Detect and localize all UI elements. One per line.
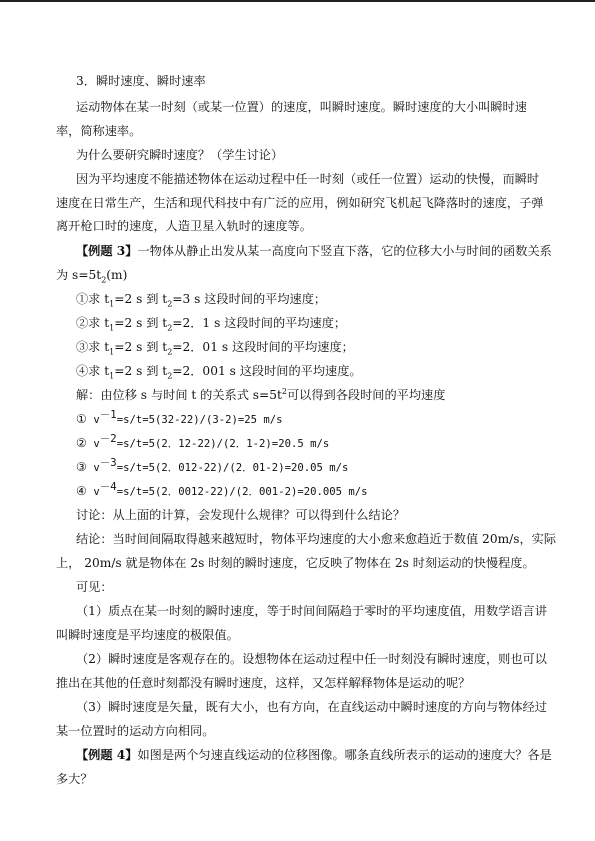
reason-line: 离开枪口时的速度，人造卫星入轨时的速度等。 xyxy=(56,219,312,233)
example4-prompt xyxy=(76,748,552,762)
point-line: （2）瞬时速度是客观存在的。设想物体在运动过程中任一时刻没有瞬时速度，则也可以 xyxy=(76,652,547,666)
seen-label: 可见： xyxy=(76,580,113,594)
solution-line: ③ $v^{-3}=s/t=5(2$．012-22)/(2．01-2)=20.05 m/s xyxy=(76,456,349,474)
example3-tag: 【例题 3】 xyxy=(76,244,138,258)
solution-intro: 解：由位移 s 与时间 t 的关系式 $s=5t^2$可以得到各段时间的平均速度 xyxy=(76,386,446,402)
section-heading: 3．瞬时速度、瞬时速率 xyxy=(76,74,206,88)
example4-text: 如图是两个匀速直线运动的位移图像。哪条直线所表示的运动的速度大？各是 xyxy=(137,748,552,762)
solution-line: ② $v^{-2}=s/t=5(2$．12-22)/(2．1-2)=20.5 m/s xyxy=(76,432,330,450)
reason-line: 因为平均速度不能描述物体在运动过程中任一时刻（或任一位置）运动的快慢，而瞬时 xyxy=(76,172,540,186)
example3-formula: 为 $s=5t_2(m)$ xyxy=(56,268,128,285)
point-line: （1）质点在某一时刻的瞬时速度，等于时间间隔趋于零时的平均速度值，用数学语言讲 xyxy=(76,604,547,618)
conclusion-line: 上， 20m/s 就是物体在 2s 时刻的瞬时速度，它反映了物体在 2s 时刻运动的快慢程度。 xyxy=(56,556,535,570)
definition-line: 运动物体在某一时刻（或某一位置）的速度，叫瞬时速度。瞬时速度的大小叫瞬时速 xyxy=(76,100,527,114)
example3-text: 一物体从静止出发从某一高度向下竖直下落，它的位移大小与时间的函数关系 xyxy=(137,244,552,258)
point-line: 某一位置时的运动方向相同。 xyxy=(56,724,215,738)
reason-line: 速度在日常生产，生活和现代科技中有广泛的应用，例如研究飞机起飞降落时的速度，子弹 xyxy=(56,196,544,210)
example3-item: ①求 $t_1=2$ s 到 $t_2=3$ s 这段时间的平均速度； xyxy=(76,292,327,309)
conclusion-line: 结论：当时间间隔取得越来越短时，物体平均速度的大小愈来愈趋近于数值 20m/s，实际 xyxy=(76,532,557,546)
example3-item: ③求 $t_1=2$ s 到 $t_2=2$．01 s 这段时间的平均速度； xyxy=(76,340,354,357)
discussion-line: 讨论：从上面的计算，会发现什么规律？可以得到什么结论？ xyxy=(76,508,406,522)
point-line: 叫瞬时速度是平均速度的极限值。 xyxy=(56,628,239,642)
example4-line: 多大？ xyxy=(56,772,93,786)
solution-line: ① $v^{-1}=s/t=5(32-22)/(3-2)=25$ m/s xyxy=(76,408,283,426)
example4-tag: 【例题 4】 xyxy=(76,748,138,762)
point-line: 推出在其他的任意时刻都没有瞬时速度，这样，又怎样解释物体是运动的呢？ xyxy=(56,676,471,690)
example3-item: ②求 $t_1=2$ s 到 $t_2=2$．1 s 这段时间的平均速度； xyxy=(76,316,347,333)
example3-prompt xyxy=(76,244,552,258)
definition-line: 率，简称速率。 xyxy=(56,124,142,138)
point-line: （3）瞬时速度是矢量，既有大小，也有方向，在直线运动中瞬时速度的方向与物体经过 xyxy=(76,700,547,714)
discussion-question: 为什么要研究瞬时速度？（学生讨论） xyxy=(76,148,284,162)
solution-line: ④ $v^{-4}=s/t=5(2$．0012-22)/(2．001-2)=20.005 m/s xyxy=(76,480,368,498)
top-rule xyxy=(0,0,595,2)
example3-item: ④求 $t_1=2$ s 到 $t_2=2$．001 s 这段时间的平均速度。 xyxy=(76,364,362,381)
